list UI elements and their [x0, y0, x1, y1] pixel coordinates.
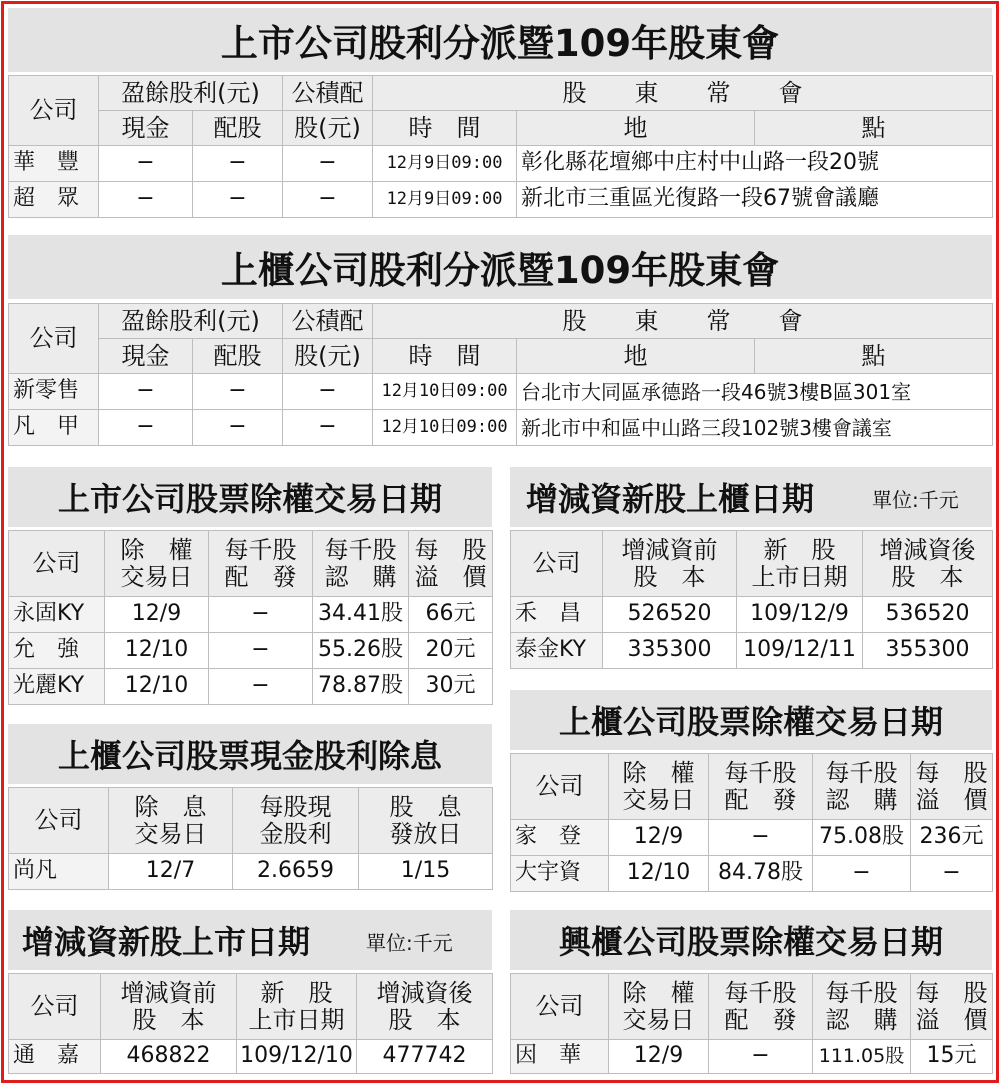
capital-after: 536520	[863, 597, 993, 633]
subscription: −	[813, 856, 911, 892]
header-line: 每 股	[414, 536, 487, 565]
listed-dividend-title: 上市公司股利分派暨109年股東會	[8, 8, 992, 72]
header-line: 配 發	[224, 562, 297, 591]
meeting-time: 12月9日09:00	[373, 146, 517, 182]
cash-dividend: 2.6659	[233, 854, 359, 890]
company-header: 公司	[9, 304, 99, 374]
listed-new-shares-unit: 單位:千元	[366, 931, 453, 955]
stock-value: −	[193, 374, 283, 410]
cash-header: 現金	[99, 339, 193, 374]
capital-before-header	[603, 531, 737, 597]
table-row	[9, 633, 493, 669]
header-line: 認 購	[825, 1005, 898, 1034]
company-name: 凡 甲	[9, 410, 99, 446]
cash-value: −	[99, 374, 193, 410]
subscription: 78.87股	[313, 669, 409, 705]
capital-before: 526520	[603, 597, 737, 633]
ex-dividend-date-header	[109, 788, 233, 854]
header-line: 增減資前	[120, 979, 217, 1008]
meeting-place: 彰化縣花壇鄉中庄村中山路一段20號	[517, 146, 993, 182]
header-line: 每千股	[825, 759, 898, 788]
subscription-header	[813, 754, 911, 820]
subscription-header	[813, 974, 911, 1040]
otc-cash-dividend-title: 上櫃公司股票現金股利除息	[8, 724, 492, 784]
premium: 15元	[911, 1040, 993, 1074]
premium-header	[911, 754, 993, 820]
header-line: 股 本	[891, 562, 964, 591]
header-line: 除 權	[622, 979, 695, 1008]
time-header: 時 間	[373, 111, 517, 146]
company-name: 家 登	[511, 820, 609, 856]
premium: 20元	[409, 633, 493, 669]
ex-date-header	[609, 974, 709, 1040]
header-line: 股 本	[388, 1005, 461, 1034]
premium: −	[911, 856, 993, 892]
cash-dividend-header	[233, 788, 359, 854]
reserve-value: −	[283, 146, 373, 182]
otc-new-shares-title-text: 增減資新股上櫃日期	[526, 480, 815, 518]
header-line: 交易日	[622, 1005, 695, 1034]
earnings-dividend-header: 盈餘股利(元)	[99, 76, 283, 111]
company-header: 公司	[9, 974, 101, 1040]
cash-value: −	[99, 146, 193, 182]
header-line: 每 股	[915, 979, 988, 1008]
meeting-place: 新北市中和區中山路三段102號3樓會議室	[517, 410, 993, 446]
cash-header: 現金	[99, 111, 193, 146]
company-header: 公司	[511, 974, 609, 1040]
listing-date-header	[737, 531, 863, 597]
listing-date: 109/12/10	[237, 1040, 357, 1074]
emerging-ex-rights-title: 興櫃公司股票除權交易日期	[510, 910, 992, 970]
allotment-header	[709, 974, 813, 1040]
header-line: 認 購	[825, 785, 898, 814]
otc-ex-rights-table	[510, 753, 993, 892]
stock-value: −	[193, 146, 283, 182]
premium-header	[911, 974, 993, 1040]
header-line: 除 息	[134, 793, 207, 822]
premium: 66元	[409, 597, 493, 633]
capital-after: 355300	[863, 633, 993, 669]
header-line: 交易日	[120, 562, 193, 591]
place-header-right: 點	[755, 111, 993, 146]
listing-date-header	[237, 974, 357, 1040]
capital-before: 468822	[101, 1040, 237, 1074]
listed-dividend-table	[8, 75, 993, 218]
stock-value: −	[193, 410, 283, 446]
company-header: 公司	[9, 788, 109, 854]
company-header: 公司	[9, 76, 99, 146]
header-line: 每股現	[259, 793, 332, 822]
header-line: 每千股	[825, 979, 898, 1008]
otc-new-shares-table	[510, 530, 993, 669]
table-row	[511, 1040, 993, 1074]
otc-dividend-table	[8, 303, 993, 446]
allotment-header	[709, 754, 813, 820]
premium: 30元	[409, 669, 493, 705]
stock-header: 配股	[193, 111, 283, 146]
company-header: 公司	[9, 531, 105, 597]
table-row	[9, 854, 493, 890]
header-line: 認 購	[324, 562, 397, 591]
reserve-value: −	[283, 410, 373, 446]
table-row	[511, 856, 993, 892]
reserve-header: 公積配	[283, 76, 373, 111]
payment-date: 1/15	[359, 854, 493, 890]
capital-after-header	[863, 531, 993, 597]
place-header-left: 地	[517, 339, 755, 374]
header-line: 每千股	[724, 759, 797, 788]
ex-date-header	[609, 754, 709, 820]
company-name: 永固KY	[9, 597, 105, 633]
table-row	[9, 410, 993, 446]
header-line: 每 股	[915, 759, 988, 788]
cash-value: −	[99, 410, 193, 446]
company-name: 允 強	[9, 633, 105, 669]
header-line: 交易日	[622, 785, 695, 814]
header-line: 股 息	[389, 793, 462, 822]
capital-after-header	[357, 974, 493, 1040]
meeting-time: 12月10日09:00	[373, 410, 517, 446]
capital-before-header	[101, 974, 237, 1040]
ex-date: 12/9	[609, 820, 709, 856]
header-line: 每千股	[324, 536, 397, 565]
reserve-value: −	[283, 374, 373, 410]
agm-header: 股 東 常 會	[373, 304, 993, 339]
subscription: 55.26股	[313, 633, 409, 669]
company-header: 公司	[511, 754, 609, 820]
table-row	[511, 633, 993, 669]
company-name: 尚凡	[9, 854, 109, 890]
allotment: −	[209, 633, 313, 669]
otc-cash-dividend-table	[8, 787, 493, 890]
meeting-place: 新北市三重區光復路一段67號會議廳	[517, 182, 993, 218]
listed-ex-rights-table	[8, 530, 493, 705]
header-line: 溢 價	[414, 562, 487, 591]
ex-date: 12/10	[105, 633, 209, 669]
header-line: 增減資前	[621, 536, 718, 565]
header-line: 除 權	[622, 759, 695, 788]
table-row	[9, 597, 493, 633]
ex-dividend-date: 12/7	[109, 854, 233, 890]
header-line: 每千股	[224, 536, 297, 565]
company-name: 光麗KY	[9, 669, 105, 705]
header-line: 增減資後	[879, 536, 976, 565]
header-line: 發放日	[389, 819, 462, 848]
header-line: 上市日期	[751, 562, 848, 591]
header-line: 配 發	[724, 1005, 797, 1034]
header-line: 溢 價	[915, 785, 988, 814]
header-line: 溢 價	[915, 1005, 988, 1034]
header-line: 配 發	[724, 785, 797, 814]
otc-dividend-title: 上櫃公司股利分派暨109年股東會	[8, 235, 992, 299]
otc-ex-rights-title: 上櫃公司股票除權交易日期	[510, 690, 992, 750]
header-line: 上市日期	[248, 1005, 345, 1034]
reserve-value: −	[283, 182, 373, 218]
capital-after: 477742	[357, 1040, 493, 1074]
company-name: 禾 昌	[511, 597, 603, 633]
ex-date: 12/9	[609, 1040, 709, 1074]
stock-header: 配股	[193, 339, 283, 374]
table-row	[511, 597, 993, 633]
header-line: 新 股	[260, 979, 333, 1008]
meeting-time: 12月10日09:00	[373, 374, 517, 410]
allotment: 84.78股	[709, 856, 813, 892]
header-line: 股 本	[633, 562, 706, 591]
subscription: 34.41股	[313, 597, 409, 633]
allotment: −	[709, 820, 813, 856]
allotment-header	[209, 531, 313, 597]
listing-date: 109/12/9	[737, 597, 863, 633]
time-header: 時 間	[373, 339, 517, 374]
company-name: 因 華	[511, 1040, 609, 1074]
subscription: 75.08股	[813, 820, 911, 856]
header-line: 增減資後	[376, 979, 473, 1008]
header-line: 金股利	[259, 819, 332, 848]
place-header-left: 地	[517, 111, 755, 146]
subscription-header	[313, 531, 409, 597]
reserve-header: 公積配	[283, 304, 373, 339]
otc-new-shares-unit: 單位:千元	[872, 488, 959, 512]
table-row	[9, 374, 993, 410]
company-header: 公司	[511, 531, 603, 597]
company-name: 超 眾	[9, 182, 99, 218]
cash-value: −	[99, 182, 193, 218]
earnings-dividend-header: 盈餘股利(元)	[99, 304, 283, 339]
header-line: 除 權	[120, 536, 193, 565]
listed-ex-rights-title: 上市公司股票除權交易日期	[8, 467, 492, 527]
ex-date: 12/10	[609, 856, 709, 892]
allotment: −	[209, 669, 313, 705]
table-row	[9, 1040, 493, 1074]
company-name: 新零售	[9, 374, 99, 410]
listed-new-shares-title-text: 增減資新股上市日期	[22, 923, 311, 961]
payment-date-header	[359, 788, 493, 854]
reserve-header-2: 股(元)	[283, 339, 373, 374]
reserve-header-2: 股(元)	[283, 111, 373, 146]
meeting-place: 台北市大同區承德路一段46號3樓B區301室	[517, 374, 993, 410]
company-name: 華 豐	[9, 146, 99, 182]
meeting-time: 12月9日09:00	[373, 182, 517, 218]
place-header-right: 點	[755, 339, 993, 374]
company-name: 大宇資	[511, 856, 609, 892]
emerging-ex-rights-table	[510, 973, 993, 1074]
agm-header: 股 東 常 會	[373, 76, 993, 111]
table-row	[9, 182, 993, 218]
premium-header	[409, 531, 493, 597]
company-name: 泰金KY	[511, 633, 603, 669]
ex-date: 12/10	[105, 669, 209, 705]
header-line: 每千股	[724, 979, 797, 1008]
company-name: 通 嘉	[9, 1040, 101, 1074]
ex-date-header	[105, 531, 209, 597]
premium: 236元	[911, 820, 993, 856]
header-line: 股 本	[132, 1005, 205, 1034]
listing-date: 109/12/11	[737, 633, 863, 669]
header-line: 交易日	[134, 819, 207, 848]
stock-value: −	[193, 182, 283, 218]
allotment: −	[209, 597, 313, 633]
table-row	[9, 669, 493, 705]
header-line: 新 股	[763, 536, 836, 565]
subscription: 111.05股	[813, 1040, 911, 1074]
capital-before: 335300	[603, 633, 737, 669]
table-row	[9, 146, 993, 182]
listed-new-shares-table	[8, 973, 493, 1074]
ex-date: 12/9	[105, 597, 209, 633]
table-row	[511, 820, 993, 856]
allotment: −	[709, 1040, 813, 1074]
